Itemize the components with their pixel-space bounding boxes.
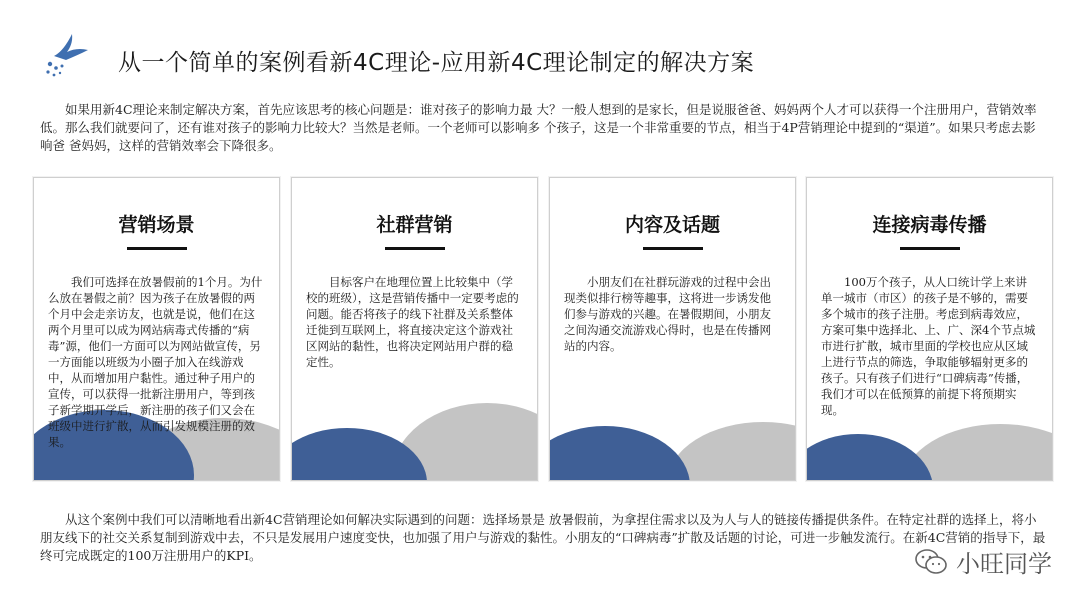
card-body: 目标客户在地理位置上比较集中（学校的班级），这是营销传播中一定要考虑的问题。能否将孩子的线下社群及关系整体迁徙到互联网上，将直接决定这个游戏社区网站的黏性，也将决定网站用户群的稳定性。 (306, 275, 519, 369)
page-title: 从一个简单的案例看新4C理论-应用新4C理论制定的解决方案 (118, 50, 755, 76)
card-marketing-scene (33, 177, 280, 481)
card-heading: 营销场景 (118, 214, 195, 236)
watermark (914, 544, 1052, 579)
card-decor-blue (806, 434, 933, 481)
card-body: 小朋友们在社群玩游戏的过程中会出现类似排行榜等趣事，这将进一步诱发他们参与游戏的兴趣。在暑假期间，小朋友之间沟通交流游戏心得时，也是在传播网站的内容。 (564, 275, 771, 353)
card-divider (127, 247, 187, 250)
card-heading: 内容及话题 (624, 214, 720, 236)
card-decor-blue (549, 426, 690, 481)
bird-logo-icon (40, 30, 92, 80)
card-divider (385, 247, 445, 250)
card-content-topics (549, 177, 796, 481)
card-heading: 连接病毒传播 (872, 214, 987, 236)
card-heading: 社群营销 (376, 214, 453, 236)
watermark-text: 小旺同学 (956, 550, 1052, 578)
conclusion-paragraph: 从这个案例中我们可以清晰地看出新4C营销理论如何解决实际遇到的问题：选择场景是 放暑假前，为拿捏住需求以及为人与人的链接传播提供条件。在特定社群的选择上，将小朋友线下的社交关系复制到游戏中去，不只是发展用户速度变快，也加强了用户与游戏的黏性。小朋友的“口碑病毒”扩散及话题的讨论，可进一步触发流行。在新4C营销的指导下，最终可完成既定的100万注册用户的KPI。 (40, 512, 1046, 563)
card-viral-spread (806, 177, 1053, 481)
card-community-marketing (291, 177, 538, 481)
card-body: 100万个孩子，从人口统计学上来讲单一城市（市区）的孩子是不够的，需要多个城市的孩子注册。考虑到病毒效应，方案可集中选择北、上、广、深4个节点城市进行扩散，城市里面的学校也应从区域上进行节点的筛选，争取能够辐射更多的孩子。只有孩子们进行“口碑病毒”传播，我们才可以在低预算的前提下将预期实现。 (821, 275, 1036, 417)
card-divider (900, 247, 960, 250)
card-divider (643, 247, 703, 250)
card-body: 我们可选择在放暑假前的1个月。为什么放在暑假之前？因为孩子在放暑假的两个月中会走亲访友，也就是说，他们在这两个月里可以成为网站病毒式传播的“病毒”源，他们一方面可以为网站做宣传，另一方面能以班级为小圈子加入在线游戏中，从而增加用户黏性。通过种子用户的宣传，可以获得一批新注册用户，等到孩子新学期开学后，新注册的孩子们又会在班级中进行扩散，从而引发规模注册的效果。 (48, 275, 263, 449)
intro-paragraph: 如果用新4C理论来制定解决方案，首先应该思考的核心问题是：谁对孩子的影响力最 大？一般人想到的是家长，但是说服爸爸、妈妈两个人才可以获得一个注册用户，营销效率 低。那么我们就要问了，还有谁对孩子的影响力比较大？当然是老师。一个老师可以影响多 个孩子，这是一个非常重要的节点，相当于4P营销理论中提到的“渠道”。如果只考虑去影响爸 爸妈妈，这样的营销效率会下降很多。 (40, 102, 1037, 153)
wechat-icon (914, 547, 948, 577)
